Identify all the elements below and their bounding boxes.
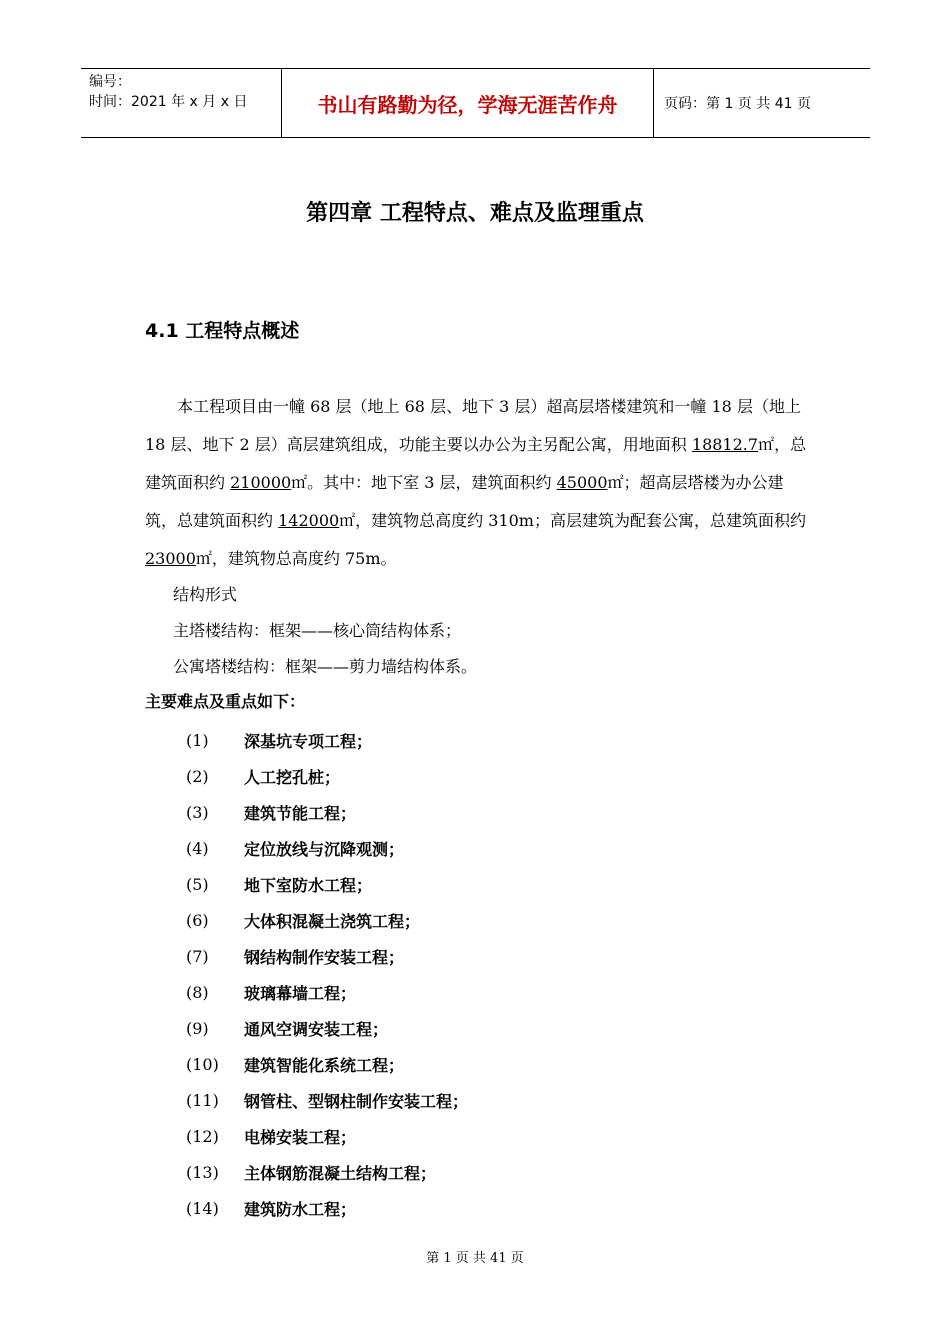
list-item [186, 722, 468, 758]
difficulties-list [186, 722, 468, 1226]
item-number: (10) [186, 1054, 219, 1074]
tower-area-value: 142000 [278, 511, 340, 530]
item-number: (9) [186, 1018, 209, 1038]
list-item [186, 1118, 468, 1154]
item-number: (13) [186, 1162, 219, 1182]
structure-heading: 结构形式 [173, 585, 238, 604]
list-item [186, 1154, 468, 1190]
item-text: 建筑智能化系统工程； [244, 1055, 405, 1075]
list-item [186, 1082, 468, 1118]
paragraph-text: ㎡，总建筑面积约 [145, 435, 807, 492]
paragraph-text: ㎡，建筑物总高度约 75m。 [195, 549, 397, 568]
item-text: 建筑防水工程； [244, 1199, 357, 1219]
item-text: 人工挖孔桩； [244, 767, 341, 787]
item-number: (4) [186, 838, 209, 858]
list-item [186, 1010, 468, 1046]
page-header [81, 68, 870, 138]
item-number: (5) [186, 874, 209, 894]
item-text: 定位放线与沉降观测； [244, 839, 405, 859]
paragraph-text: ㎡，建筑物总高度约 310m；高层建筑为配套公寓，总建筑面积约 [339, 511, 806, 530]
list-item [186, 1190, 468, 1226]
chapter-title: 第四章 工程特点、难点及监理重点 [306, 201, 644, 226]
list-item [186, 830, 468, 866]
header-page-info: 页码：第 1 页 共 41 页 [664, 96, 811, 112]
paragraph-text: 本工程项目由一幢 68 层（地上 68 层、地下 3 层）超高层塔楼建筑和一幢 18 层（地上 18 层、地下 2 层）高层建筑组成，功能主要以办公为主另配公寓，用地面积 [145, 397, 801, 454]
time-label: 时间：2021 年 x 月 x 日 [89, 94, 248, 110]
total-area-value: 210000 [230, 473, 292, 492]
apartment-area-value: 23000 [145, 549, 196, 568]
page-footer: 第 1 页 共 41 页 [426, 1251, 524, 1266]
list-item [186, 902, 468, 938]
item-number: (8) [186, 982, 209, 1002]
item-number: (14) [186, 1198, 219, 1218]
item-number: (3) [186, 802, 209, 822]
list-item [186, 1046, 468, 1082]
tower-structure: 主塔楼结构：框架——核心筒结构体系； [173, 621, 462, 640]
item-text: 大体积混凝土浇筑工程； [244, 911, 421, 931]
item-number: (2) [186, 766, 209, 786]
item-number: (7) [186, 946, 209, 966]
item-text: 通风空调安装工程； [244, 1019, 389, 1039]
paragraph-text: ㎡。其中：地下室 3 层，建筑面积约 [291, 473, 557, 492]
item-number: (11) [186, 1090, 219, 1110]
item-text: 电梯安装工程； [244, 1127, 357, 1147]
item-number: (12) [186, 1126, 219, 1146]
header-motto: 书山有路勤为径，学海无涯苦作舟 [281, 69, 654, 137]
item-number: (1) [186, 730, 209, 750]
list-item [186, 974, 468, 1010]
land-area-value: 18812.7 [691, 435, 759, 454]
paragraph-text: ㎡；超高层塔楼为办公建筑，总建筑面积约 [145, 473, 784, 530]
item-number: (6) [186, 910, 209, 930]
item-text: 地下室防水工程； [244, 875, 373, 895]
list-item [186, 794, 468, 830]
basement-area-value: 45000 [556, 473, 608, 492]
item-text: 建筑节能工程； [244, 803, 357, 823]
difficulties-heading: 主要难点及重点如下： [145, 692, 306, 711]
section-title: 4.1 工程特点概述 [145, 320, 300, 342]
item-text: 深基坑专项工程； [244, 731, 373, 751]
number-label: 编号： [89, 74, 131, 90]
item-text: 玻璃幕墙工程； [244, 983, 357, 1003]
list-item [186, 758, 468, 794]
item-text: 主体钢筋混凝土结构工程； [244, 1163, 437, 1183]
list-item [186, 938, 468, 974]
item-text: 钢结构制作安装工程； [244, 947, 405, 967]
overview-paragraph [145, 388, 810, 578]
list-item [186, 866, 468, 902]
item-text: 钢管柱、型钢柱制作安装工程； [244, 1091, 469, 1111]
apartment-structure: 公寓塔楼结构：框架——剪力墙结构体系。 [173, 657, 478, 676]
header-meta [81, 69, 281, 137]
